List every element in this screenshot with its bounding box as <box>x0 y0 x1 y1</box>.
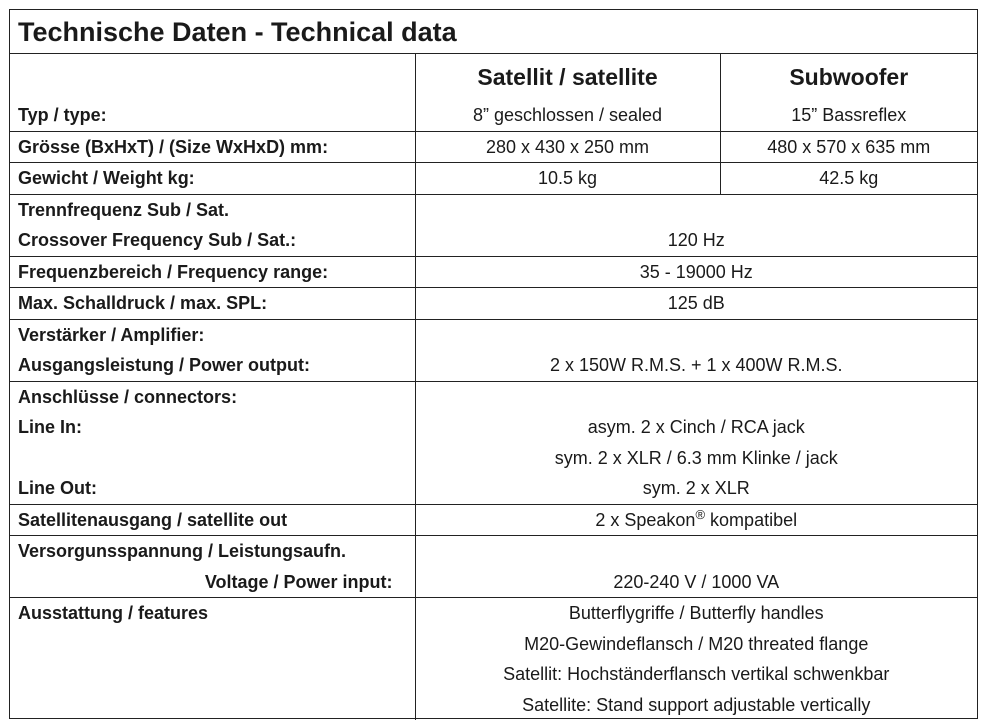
row-spl <box>10 288 977 320</box>
label-weight: Gewicht / Weight kg: <box>18 168 195 188</box>
row-size <box>10 131 977 163</box>
row-satellite-out <box>10 504 977 536</box>
label-power-en: Voltage / Power input: <box>204 571 393 592</box>
label-type: Typ / type: <box>18 105 107 125</box>
label-frequency: Frequenzbereich / Frequency range: <box>18 261 329 282</box>
row-frequency <box>10 256 977 288</box>
value-line-out: sym. 2 x XLR <box>642 478 750 498</box>
row-crossover <box>10 194 977 256</box>
value-size-sub: 480 x 570 x 635 mm <box>767 136 931 157</box>
value-power: 220-240 V / 1000 VA <box>613 571 780 592</box>
row-amplifier <box>10 319 977 381</box>
header-satellite: Satellit / satellite <box>477 64 658 90</box>
label-amplifier-en: Ausgangsleistung / Power output: <box>18 355 310 375</box>
label-features: Ausstattung / features <box>18 603 209 623</box>
label-satellite-out: Satellitenausgang / satellite out <box>18 509 288 530</box>
row-power <box>10 536 977 598</box>
label-line-out: Line Out: <box>18 478 97 498</box>
label-crossover-en: Crossover Frequency Sub / Sat.: <box>18 230 297 250</box>
row-type <box>10 100 977 131</box>
value-weight-sat: 10.5 kg <box>537 168 598 188</box>
feature-item: Satellit: Hochständerflansch vertikal schwenkbar <box>503 664 890 684</box>
value-crossover: 120 Hz <box>667 230 725 250</box>
registered-mark: ® <box>695 506 706 522</box>
spec-table <box>10 54 977 720</box>
value-type-sub: 15” Bassreflex <box>791 105 907 125</box>
value-spl: 125 dB <box>667 293 725 313</box>
row-connectors <box>10 381 977 504</box>
label-spl: Max. Schalldruck / max. SPL: <box>18 293 268 313</box>
label-amplifier-de: Verstärker / Amplifier: <box>18 324 205 345</box>
label-power-de: Versorgunsspannung / Leistungsaufn. <box>18 541 347 561</box>
value-line-in-asym: asym. 2 x Cinch / RCA jack <box>587 417 805 437</box>
header-row <box>10 54 977 100</box>
label-connectors: Anschlüsse / connectors: <box>18 386 238 407</box>
label-size: Grösse (BxHxT) / (Size WxHxD) mm: <box>18 136 329 157</box>
value-amplifier: 2 x 150W R.M.S. + 1 x 400W R.M.S. <box>549 355 843 375</box>
value-weight-sub: 42.5 kg <box>819 168 879 188</box>
value-size-sat: 280 x 430 x 250 mm <box>485 136 650 157</box>
feature-item: Satellite: Stand support adjustable vertically <box>522 694 871 715</box>
value-satellite-out: 2 x Speakon® kompatibel <box>595 506 798 530</box>
feature-item: Butterflygriffe / Butterfly handles <box>568 603 824 623</box>
sheet-title: Technische Daten - Technical data <box>10 10 977 54</box>
row-weight <box>10 163 977 195</box>
value-type-sat: 8” geschlossen / sealed <box>472 105 663 125</box>
feature-item: M20-Gewindeflansch / M20 threated flange <box>524 633 869 654</box>
spec-sheet <box>9 9 978 719</box>
value-frequency: 35 - 19000 Hz <box>639 261 753 282</box>
label-line-in: Line In: <box>18 417 82 437</box>
header-subwoofer: Subwoofer <box>789 64 909 90</box>
label-crossover-de: Trennfrequenz Sub / Sat. <box>18 199 230 220</box>
value-line-in-sym: sym. 2 x XLR / 6.3 mm Klinke / jack <box>554 447 838 468</box>
row-features <box>10 598 977 721</box>
